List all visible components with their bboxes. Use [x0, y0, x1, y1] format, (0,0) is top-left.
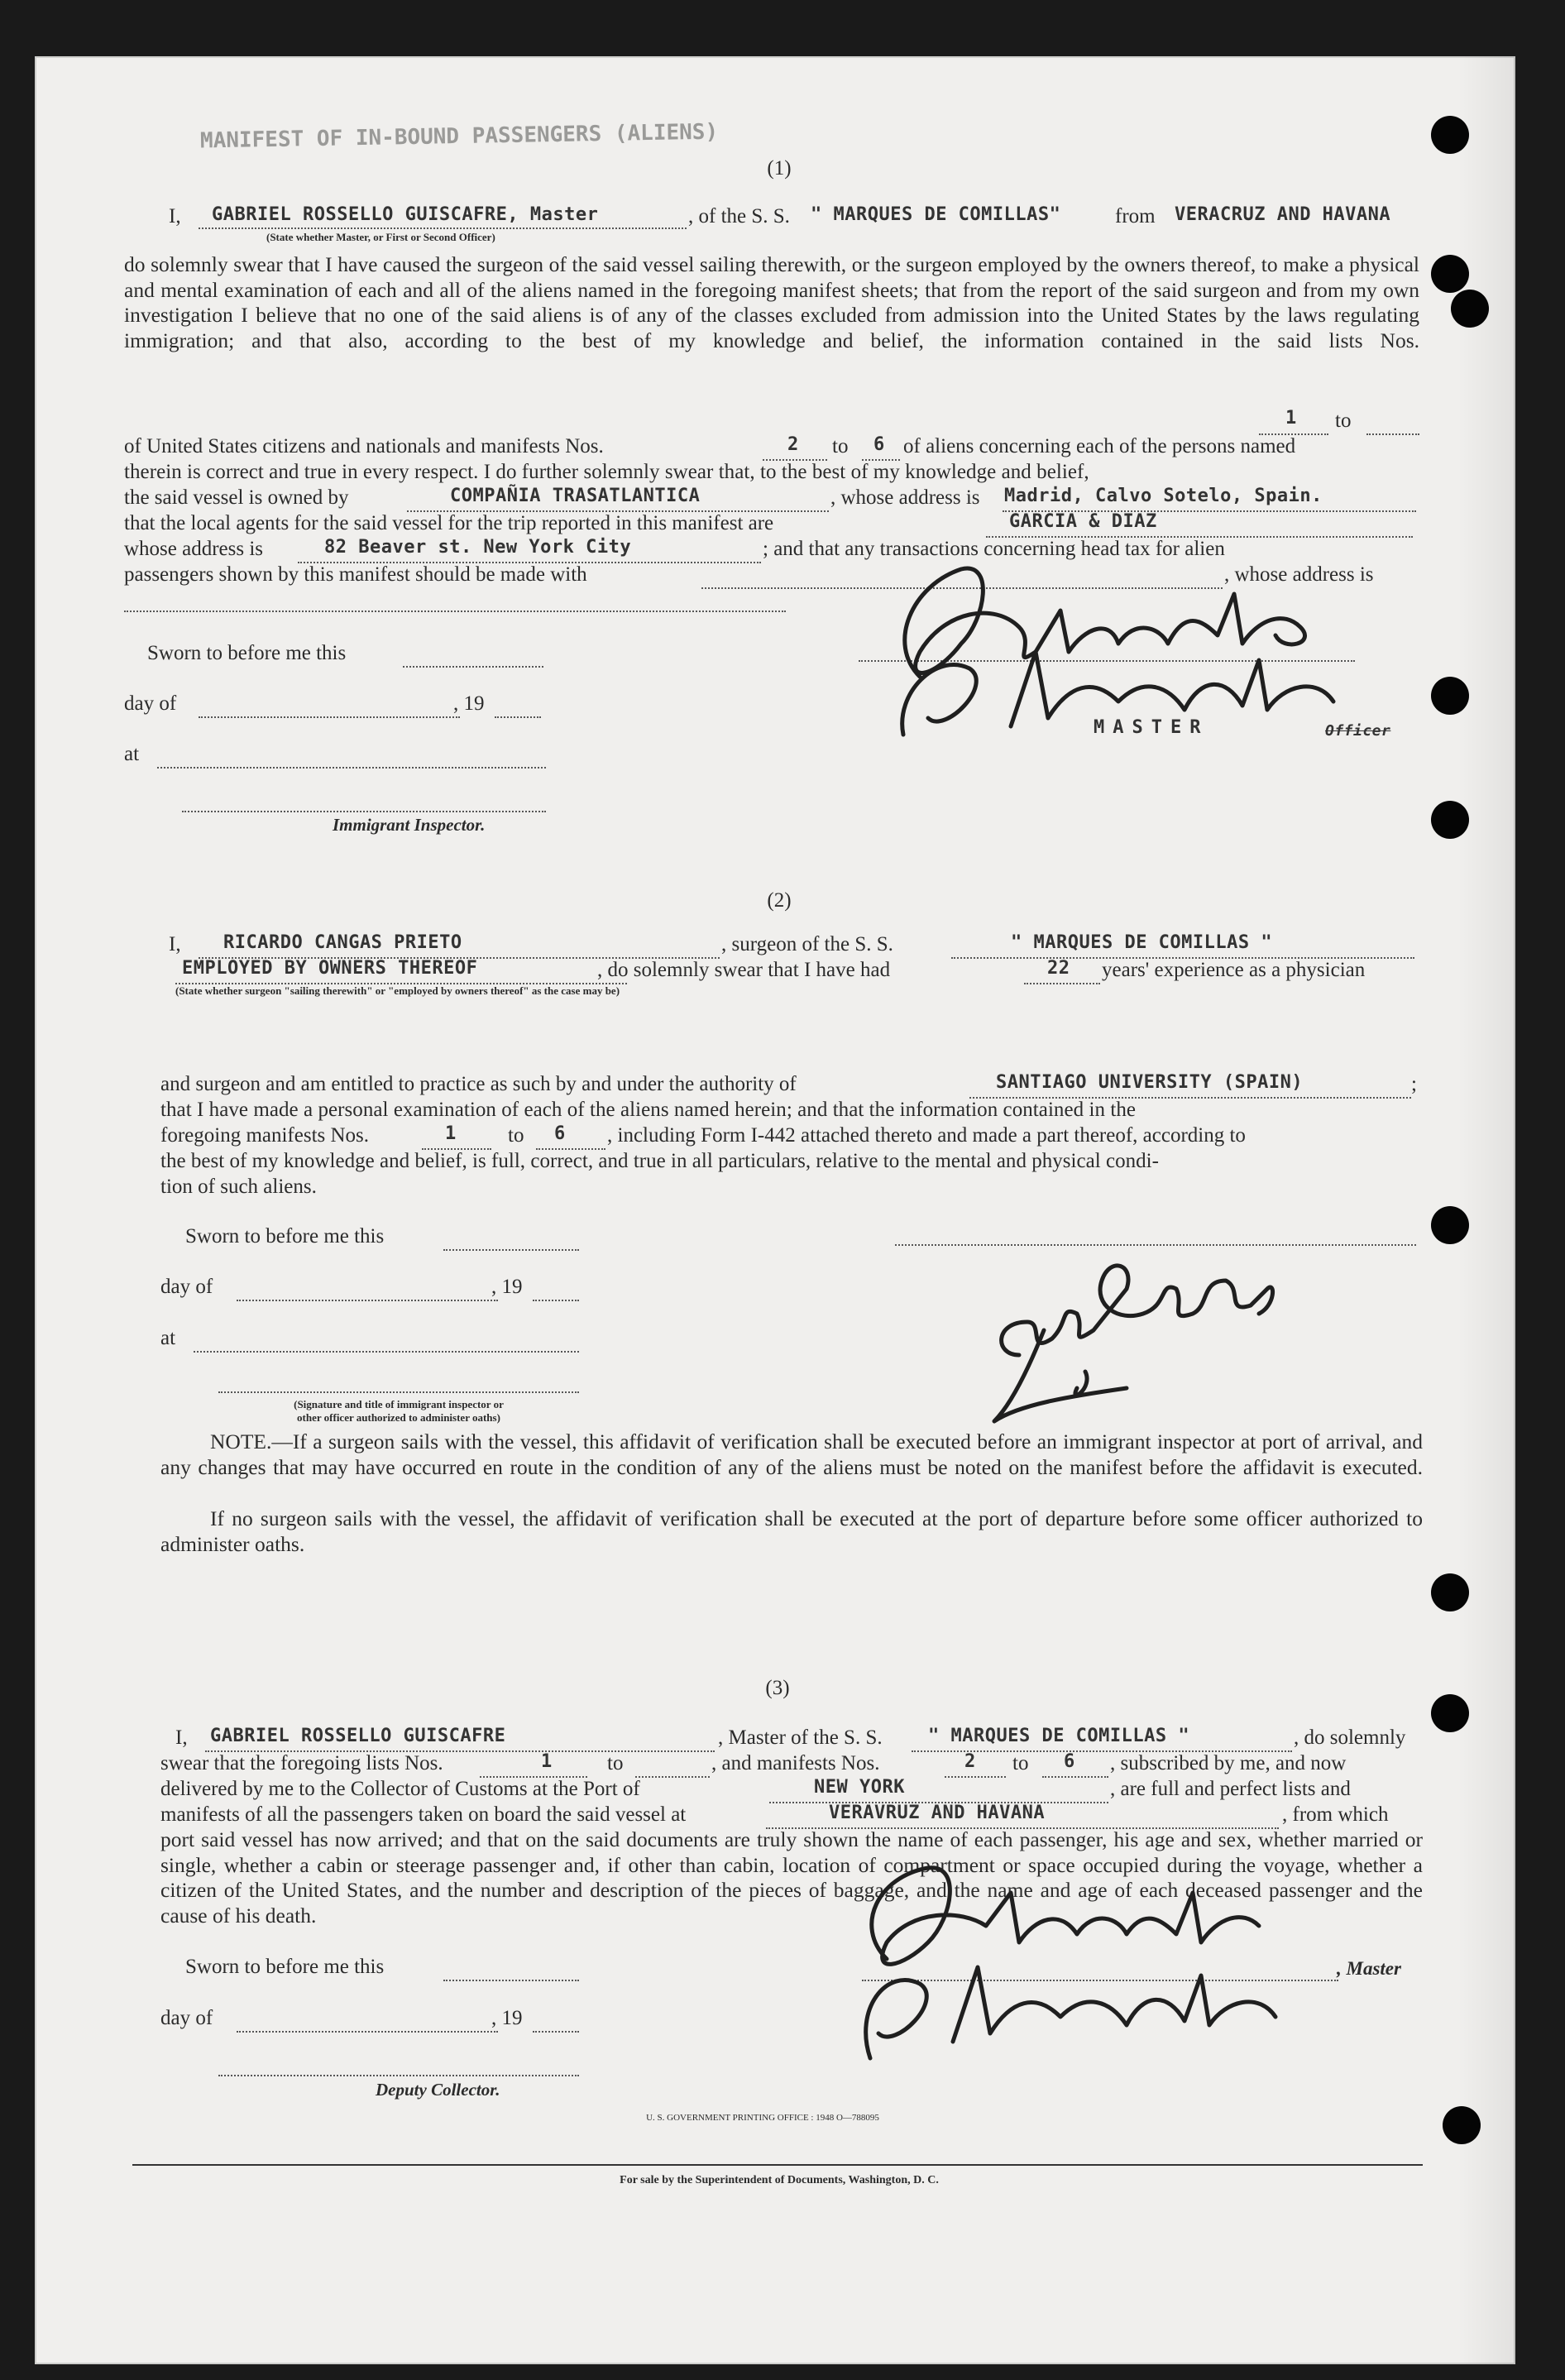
s2-day-of: day of	[160, 1276, 213, 1298]
s1-title-note: (State whether Master, or First or Second Officer)	[266, 231, 495, 243]
s1-inspector-label: Immigrant Inspector.	[333, 815, 486, 835]
s1-officer-label: Officer	[1325, 722, 1391, 740]
s1-vessel-name: " MARQUES DE COMILLAS"	[811, 204, 1061, 225]
s3-origin: VERAVRUZ AND HAVANA	[829, 1803, 1046, 1823]
s2-employment-note: (State whether surgeon "sailing therewith" or "employed by owners thereof" as the case may be)	[175, 984, 620, 997]
s1-lists-from: 1	[1285, 408, 1297, 429]
s2-line3-a: and surgeon and am entitled to practice as such by and under the authority of	[160, 1073, 797, 1095]
s3-line1-b: , Master of the S. S.	[718, 1726, 883, 1749]
s1-oath-paragraph: do solemnly swear that I have caused the surgeon of the said vessel sailing therewith, or the surgeon employed by the owners thereof, to make a physical and mental examination of each and all of the aliens named in the foregoing manifest sheets; that from the report of the said surgeon and from my own investigation I believe that no one of the said aliens is of any of the classes excluded from admission into the United States by the laws regulating immigration; and that also, according to the best of my knowledge and belief, the information contained in the said lists Nos.	[124, 252, 1419, 352]
s2-note-2: If no surgeon sails with the vessel, the affidavit of verification shall be executed at the port of departure before some officer authorized to administer oaths.	[160, 1506, 1423, 1556]
s2-day-line	[237, 1300, 498, 1301]
s3-lists-to-label: to	[607, 1752, 624, 1774]
s1-year-line	[495, 716, 541, 718]
s1-line12-b: , whose address is	[1224, 563, 1374, 586]
s3-rest-paragraph: port said vessel has now arrived; and that on the said documents are truly shown the name of each passenger, his age and sex, whether married or single, whether a cabin or steerage passenger and, if other than cabin, location of compartment or space occupied during the voyage, whether a citizen of the United States, and the number and description of the pieces of baggage, and the name and age of each deceased passenger and the cause of his death.	[160, 1827, 1423, 1927]
s2-line5-a: foregoing manifests Nos.	[160, 1124, 370, 1147]
punch-hole	[1431, 1694, 1469, 1732]
s2-years: 22	[1047, 958, 1070, 979]
s1-master-title: MASTER	[1094, 717, 1209, 738]
s1-nineteen: , 19	[453, 692, 485, 715]
section-1-number: (1)	[767, 157, 792, 180]
punch-hole	[1431, 116, 1469, 154]
s2-sworn: Sworn to before me this	[185, 1225, 385, 1247]
punch-hole	[1431, 677, 1469, 715]
s1-day-of: day of	[124, 692, 177, 715]
s3-line4-a: manifests of all the passengers taken on board the said vessel at	[160, 1803, 687, 1826]
s1-line10-a: that the local agents for the said vessel for the trip reported in this manifest are	[124, 512, 774, 534]
s2-official-line	[218, 1391, 579, 1393]
s3-line2-b: , and manifests Nos.	[711, 1752, 880, 1774]
s1-line7-a: of United States citizens and nationals and manifests Nos.	[124, 435, 604, 457]
s1-line1-i: I,	[169, 205, 181, 227]
s1-master-name: GABRIEL ROSSELLO GUISCAFRE, Master	[212, 204, 599, 225]
s2-employment: EMPLOYED BY OWNERS THEREOF	[182, 958, 478, 979]
s1-mf-to-label: to	[832, 435, 849, 457]
s3-line3-a: delivered by me to the Collector of Customs at the Port of	[160, 1778, 640, 1800]
s3-year-line	[533, 2031, 579, 2033]
s1-at-line	[157, 767, 546, 769]
s3-collector-line	[218, 2075, 579, 2076]
s1-agents-address: 82 Beaver st. New York City	[324, 537, 632, 558]
s3-lists-to-line	[635, 1776, 710, 1778]
s2-line1-i: I,	[169, 933, 181, 955]
footer-rule	[132, 2164, 1423, 2166]
s2-line4: that I have made a personal examination of each of the aliens named herein; and that the information contained in the	[160, 1099, 1137, 1121]
s3-lists-from: 1	[541, 1751, 553, 1772]
s2-note-1: NOTE.—If a surgeon sails with the vessel, this affidavit of verification shall be executed before an immigrant inspector at port of arrival, and any changes that may have occurred en route in the condition of any of the aliens must be noted on the manifest before the affidavit is executed.	[160, 1429, 1423, 1479]
s3-mf-to-line	[1042, 1776, 1108, 1778]
s3-line1-c: , do solemnly	[1294, 1726, 1406, 1749]
s1-agents: GARCIA & DIAZ	[1009, 511, 1157, 532]
s1-mf-to: 6	[873, 434, 885, 455]
s1-line8: therein is correct and true in every respect. I do further solemnly swear that, to the best of my knowledge and belief,	[124, 461, 1089, 483]
s3-collector-label: Deputy Collector.	[376, 2080, 500, 2100]
s3-line2-c: , subscribed by me, and now	[1110, 1752, 1347, 1774]
s2-nineteen: , 19	[491, 1276, 523, 1298]
s2-mf-to: 6	[554, 1123, 566, 1144]
s1-from: from	[1115, 205, 1156, 227]
s2-sig-note-1: (Signature and title of immigrant inspector or	[294, 1398, 504, 1410]
footer-sale-note: For sale by the Superintendent of Documents, Washington, D. C.	[620, 2174, 939, 2186]
s3-master-name: GABRIEL ROSSELLO GUISCAFRE	[210, 1726, 506, 1746]
s3-line2-a: swear that the foregoing lists Nos.	[160, 1752, 443, 1774]
s2-line7: tion of such aliens.	[160, 1176, 317, 1198]
s1-lists-to-line	[1366, 433, 1419, 435]
s3-port: NEW YORK	[814, 1777, 905, 1798]
punch-hole	[1431, 255, 1469, 293]
s1-line7-b: of aliens concerning each of the persons named	[903, 435, 1296, 457]
s1-at: at	[124, 743, 140, 765]
punch-hole	[1431, 1206, 1469, 1244]
s1-master-line	[199, 227, 687, 229]
page-edge-shadow	[1457, 56, 1515, 2364]
s1-mf-from: 2	[787, 434, 799, 455]
s2-surgeon-name: RICARDO CANGAS PRIETO	[223, 932, 462, 953]
s1-line11-a: whose address is	[124, 538, 264, 560]
gpo-imprint: U. S. GOVERNMENT PRINTING OFFICE : 1948 O—788095	[646, 2113, 879, 2123]
s2-sworn-line	[443, 1249, 579, 1251]
s3-line3-b: , are full and perfect lists and	[1110, 1778, 1351, 1800]
s3-sworn-line	[443, 1980, 579, 1981]
s1-headtax-line-2	[124, 611, 786, 612]
s2-line3-semicolon: ;	[1411, 1073, 1417, 1095]
s2-at-line	[194, 1351, 579, 1353]
s2-line5-b: , including Form I-442 attached thereto and made a part thereof, according to	[607, 1124, 1246, 1147]
s1-sworn: Sworn to before me this	[147, 642, 347, 664]
s1-lists-to: to	[1335, 409, 1352, 432]
s1-owner: COMPAÑIA TRASATLANTICA	[450, 486, 701, 506]
s2-vessel-name: " MARQUES DE COMILLAS "	[1011, 932, 1273, 953]
section-2-number: (2)	[767, 889, 792, 912]
surgeon-signature	[961, 1231, 1317, 1446]
s3-day-of: day of	[160, 2007, 213, 2029]
s3-line1-i: I,	[175, 1726, 188, 1749]
s3-line4-b: , from which	[1282, 1803, 1389, 1826]
punch-hole	[1451, 290, 1489, 328]
faint-header-text: MANIFEST OF IN-BOUND PASSENGERS (ALIENS)	[199, 119, 719, 154]
s3-day-line	[237, 2031, 498, 2033]
s2-at: at	[160, 1327, 176, 1349]
punch-hole	[1431, 1573, 1469, 1611]
s2-sig-note-2: other officer authorized to administer oaths)	[297, 1411, 500, 1424]
s1-of-ss: , of the S. S.	[688, 205, 790, 227]
s1-owner-address: Madrid, Calvo Sotelo, Spain.	[1004, 486, 1323, 506]
s3-master-label: , Master	[1337, 1958, 1401, 1979]
punch-hole	[1431, 801, 1469, 839]
s1-line11-b: ; and that any transactions concerning head tax for alien	[763, 538, 1225, 560]
s1-line9-b: , whose address is	[830, 486, 980, 509]
s3-nineteen: , 19	[491, 2007, 523, 2029]
s2-mf-to-label: to	[508, 1124, 524, 1147]
s1-line9-a: the said vessel is owned by	[124, 486, 349, 509]
s2-mf-from: 1	[445, 1123, 457, 1144]
s3-mf-from: 2	[964, 1751, 976, 1772]
manifest-affidavit-page	[35, 56, 1515, 2364]
s2-line2-b: years' experience as a physician	[1102, 959, 1366, 981]
s3-mf-to: 6	[1064, 1751, 1075, 1772]
s2-year-line	[533, 1300, 579, 1301]
s1-line12-a: passengers shown by this manifest should be made with	[124, 563, 587, 586]
s3-mf-from-line	[945, 1776, 1006, 1778]
s2-line2-a: , do solemnly swear that I have had	[597, 959, 891, 981]
s1-sworn-line	[403, 666, 543, 668]
s2-line1-b: , surgeon of the S. S.	[721, 933, 893, 955]
section-3-number: (3)	[765, 1677, 790, 1699]
punch-hole	[1443, 2106, 1481, 2144]
s3-vessel-name: " MARQUES DE COMILLAS "	[928, 1726, 1190, 1746]
s2-years-line	[1024, 983, 1100, 984]
s2-line6: the best of my knowledge and belief, is full, correct, and true in all particulars, relative to the mental and physical condi-	[160, 1150, 1159, 1172]
s3-mf-to-label: to	[1012, 1752, 1029, 1774]
master-signature-3	[829, 1860, 1358, 2066]
s1-from-port: VERACRUZ AND HAVANA	[1175, 204, 1391, 225]
s3-sworn: Sworn to before me this	[185, 1956, 385, 1978]
s2-authority: SANTIAGO UNIVERSITY (SPAIN)	[996, 1072, 1304, 1093]
s1-day-line	[199, 716, 460, 718]
